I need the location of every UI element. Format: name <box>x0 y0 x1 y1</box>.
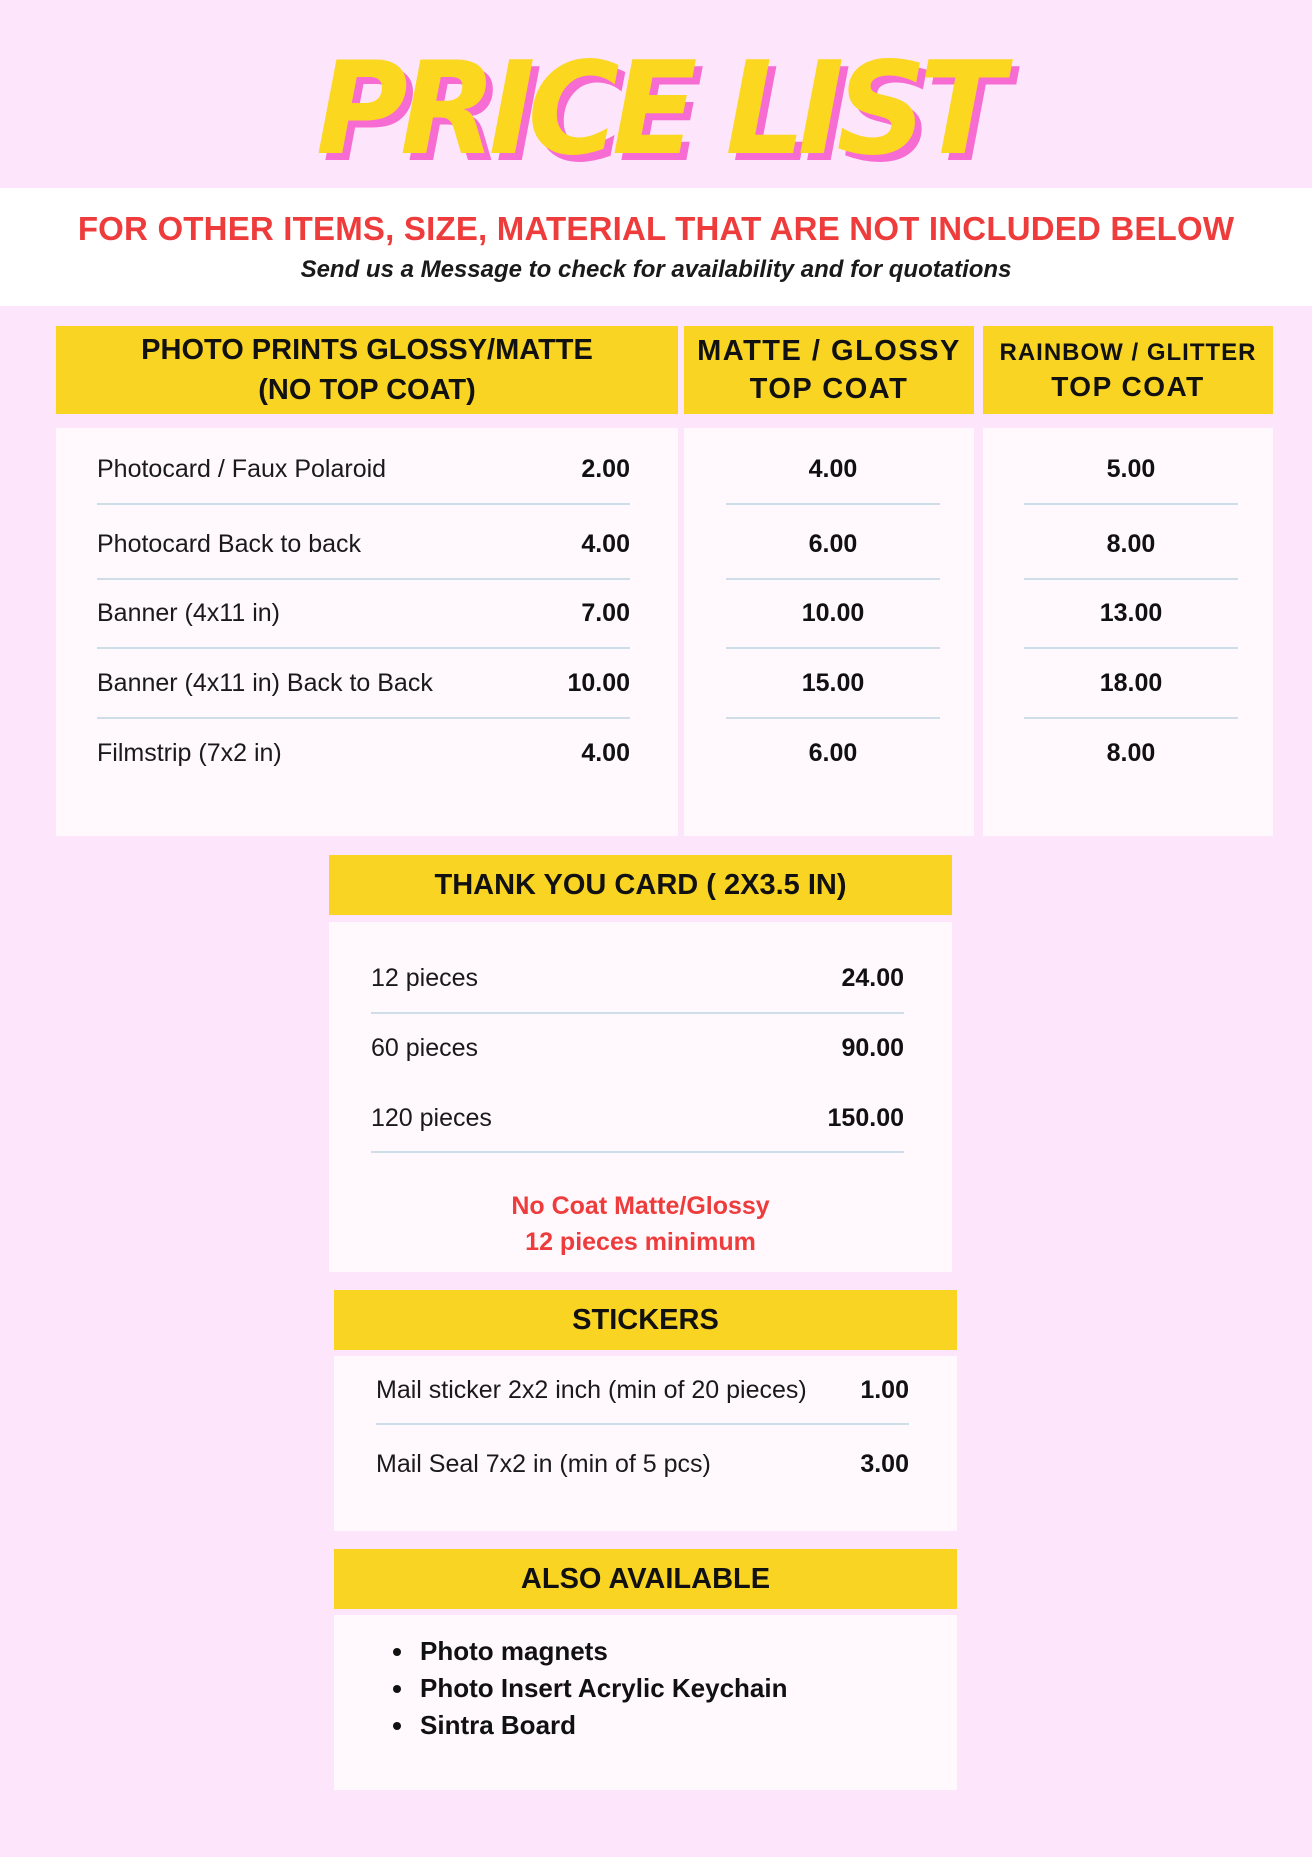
notice-subline: Send us a Message to check for availability and for quotations <box>300 256 1012 283</box>
item-label: Photocard Back to back <box>97 529 362 558</box>
list-item: Photo Insert Acrylic Keychain <box>420 1670 957 1707</box>
table-row <box>371 1098 904 1138</box>
col-header-matte-glossy <box>684 326 974 414</box>
row-divider <box>97 647 630 649</box>
row-divider <box>1024 503 1238 505</box>
table-row <box>97 593 630 633</box>
item-label: Banner (4x11 in) <box>97 598 280 627</box>
table-row <box>97 663 630 703</box>
list-item: Sintra Board <box>420 1707 957 1744</box>
price: 90.00 <box>841 1033 904 1062</box>
notice-band <box>0 188 1312 306</box>
notice-headline: FOR OTHER ITEMS, SIZE, MATERIAL THAT ARE NOT INCLUDED BELOW <box>77 210 1235 247</box>
price: 24.00 <box>841 963 904 992</box>
row-divider <box>1024 717 1238 719</box>
price-no-top-coat: 4.00 <box>581 738 630 767</box>
row-divider <box>1024 578 1238 580</box>
price-matte-glossy: 15.00 <box>801 668 865 697</box>
price: 150.00 <box>827 1103 904 1132</box>
stickers-title: STICKERS <box>572 1304 719 1336</box>
table-cell <box>726 733 940 773</box>
table-row <box>371 1028 904 1068</box>
table-cell <box>726 449 940 489</box>
price-matte-glossy: 4.00 <box>808 454 858 483</box>
price-no-top-coat: 7.00 <box>581 598 630 627</box>
list-item: Photo magnets <box>420 1633 957 1670</box>
table-cell <box>726 524 940 564</box>
table-cell <box>726 593 940 633</box>
col-header-no-top-coat-line2: (NO TOP COAT) <box>258 374 476 406</box>
item-label: Photocard / Faux Polaroid <box>97 454 387 483</box>
item-label: Filmstrip (7x2 in) <box>97 738 282 767</box>
item-label: Mail Seal 7x2 in (min of 5 pcs) <box>376 1449 711 1478</box>
price-list-title-area <box>0 35 1312 184</box>
table-row <box>376 1370 909 1410</box>
thank-you-card-note <box>329 1188 952 1260</box>
price-no-top-coat: 2.00 <box>581 454 630 483</box>
row-divider <box>371 1012 904 1014</box>
row-divider <box>726 647 940 649</box>
table-cell <box>1024 593 1238 633</box>
price-rainbow-glitter: 5.00 <box>1106 454 1156 483</box>
price: 1.00 <box>860 1375 909 1404</box>
also-available-panel <box>334 1615 957 1790</box>
price-rainbow-glitter: 8.00 <box>1106 529 1156 558</box>
col-header-rainbow-glitter-line2: TOP COAT <box>1051 371 1205 402</box>
row-divider <box>1024 647 1238 649</box>
table-cell <box>1024 449 1238 489</box>
row-divider <box>726 503 940 505</box>
stickers-header <box>334 1290 957 1350</box>
row-divider <box>97 503 630 505</box>
price-no-top-coat: 10.00 <box>567 668 630 697</box>
row-divider <box>97 717 630 719</box>
price-matte-glossy: 10.00 <box>801 598 865 627</box>
table-row <box>371 958 904 998</box>
price-matte-glossy: 6.00 <box>808 738 858 767</box>
note-line-1: No Coat Matte/Glossy <box>511 1192 770 1220</box>
price-rainbow-glitter: 13.00 <box>1099 598 1163 627</box>
table-cell <box>1024 524 1238 564</box>
table-cell <box>726 663 940 703</box>
table-cell <box>1024 733 1238 773</box>
price-rainbow-glitter: 18.00 <box>1099 668 1163 697</box>
price-rainbow-glitter: 8.00 <box>1106 738 1156 767</box>
col-header-rainbow-glitter-line1: RAINBOW / GLITTER <box>999 339 1257 366</box>
table-cell <box>1024 663 1238 703</box>
page-title: PRICE LIST <box>315 35 997 184</box>
also-available-title: ALSO AVAILABLE <box>520 1563 771 1595</box>
note-line-2: 12 pieces minimum <box>525 1228 756 1256</box>
row-divider <box>726 578 940 580</box>
thank-you-card-header <box>329 855 952 915</box>
table-row <box>376 1444 909 1484</box>
thank-you-card-title: THANK YOU CARD ( 2X3.5 IN) <box>434 869 847 901</box>
price-matte-glossy: 6.00 <box>808 529 858 558</box>
price-no-top-coat: 4.00 <box>581 529 630 558</box>
row-divider <box>97 578 630 580</box>
col-header-rainbow-glitter <box>983 326 1273 414</box>
table-row <box>97 524 630 564</box>
item-label: Banner (4x11 in) Back to Back <box>97 668 433 697</box>
price: 3.00 <box>860 1449 909 1478</box>
col-header-matte-glossy-line2: TOP COAT <box>749 373 909 405</box>
table-row <box>97 733 630 773</box>
col-header-no-top-coat <box>56 326 678 414</box>
row-divider <box>726 717 940 719</box>
col-header-matte-glossy-line1: MATTE / GLOSSY <box>697 335 961 367</box>
row-divider <box>371 1151 904 1153</box>
also-available-list <box>388 1633 957 1744</box>
table-row <box>97 449 630 489</box>
row-divider <box>376 1423 909 1425</box>
item-label: 12 pieces <box>371 963 479 992</box>
item-label: Mail sticker 2x2 inch (min of 20 pieces) <box>376 1375 807 1404</box>
item-label: 60 pieces <box>371 1033 479 1062</box>
item-label: 120 pieces <box>371 1103 492 1132</box>
also-available-header <box>334 1549 957 1609</box>
col-header-no-top-coat-line1: PHOTO PRINTS GLOSSY/MATTE <box>141 334 593 366</box>
